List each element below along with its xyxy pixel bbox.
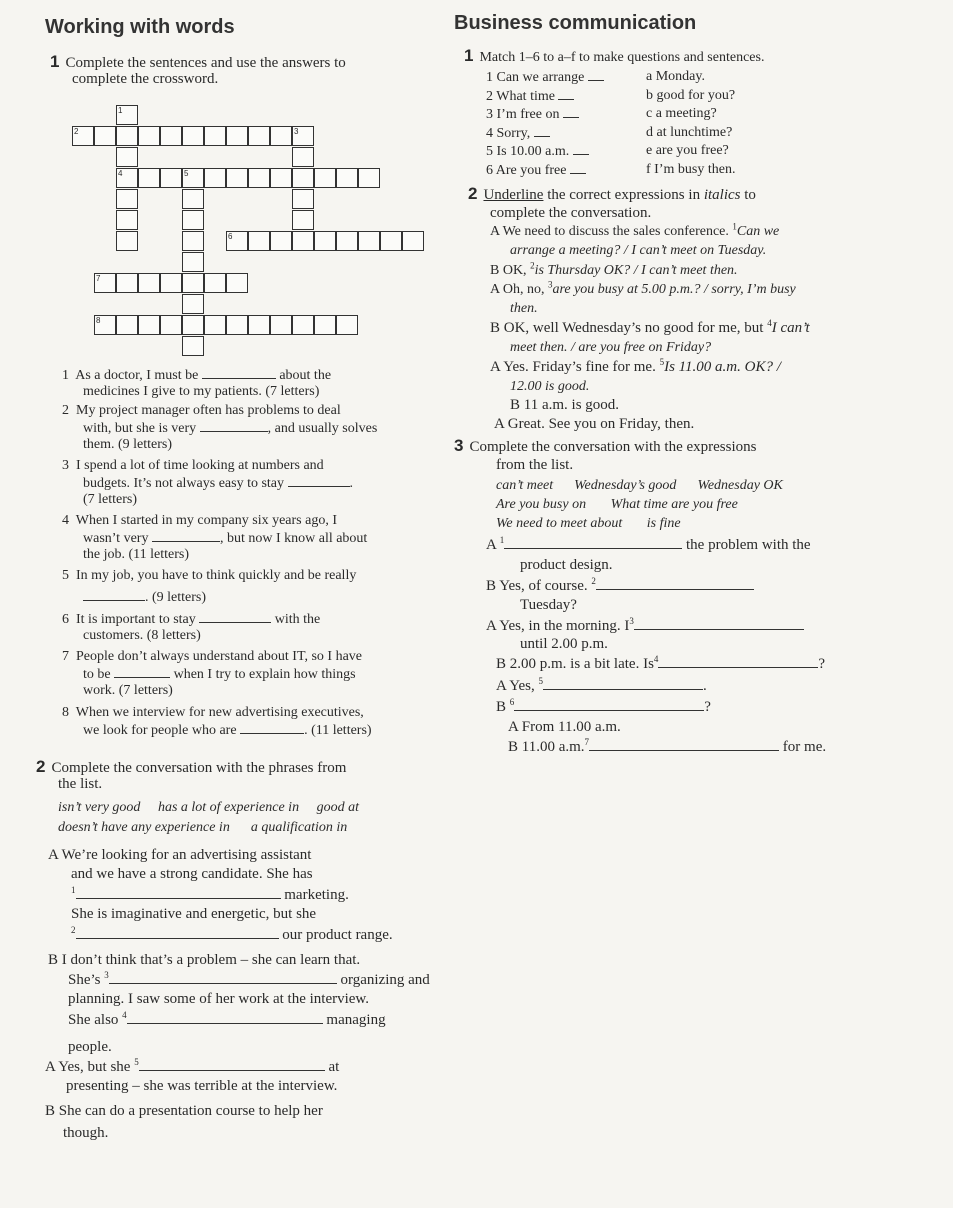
dialogue-text: . — [703, 678, 707, 694]
sentence-4-cont — [83, 529, 367, 547]
item-number: 8 — [62, 705, 69, 720]
answer-blank[interactable] — [109, 971, 337, 984]
sentence-text: I spend a lot of time looking at numbers and — [76, 458, 324, 473]
instruction-text: Complete the sentences and use the answers to — [65, 55, 346, 71]
expression-option: can’t meet — [496, 478, 554, 493]
crossword-cell[interactable] — [204, 315, 226, 335]
crossword-cell[interactable] — [116, 210, 138, 230]
sentence-text: , but now I know all about — [219, 531, 368, 546]
answer-letter: d — [646, 124, 657, 140]
blank-number: 4 — [122, 1010, 127, 1020]
dialogue-text: A Yes, — [496, 678, 535, 694]
sentence-text: . (11 letters) — [304, 723, 372, 738]
match-item — [486, 161, 586, 179]
answer-blank[interactable] — [658, 655, 818, 668]
dialogue-text: B 11.00 a.m. — [508, 739, 585, 755]
item-number: 7 — [62, 649, 69, 664]
blank-number: 6 — [509, 697, 515, 707]
dialogue-line[interactable]: 12.00 is good. — [510, 379, 590, 394]
blank-number: 5 — [659, 357, 665, 367]
dialogue-text: for me. — [782, 739, 827, 755]
phrase-option: isn’t very good — [58, 800, 141, 815]
expression-option: Wednesday’s good — [574, 478, 677, 493]
phrase-option: a qualification in — [250, 820, 348, 835]
exercise-2-instruction-cont: the list. — [58, 776, 103, 792]
dialogue-text: A — [486, 537, 497, 553]
answer-letter: c — [646, 106, 656, 121]
dialogue-text: B Yes, of course. — [486, 578, 588, 594]
dialogue-line: A We’re looking for an advertising assistant — [48, 847, 312, 863]
answer-blank[interactable] — [76, 926, 279, 939]
dialogue-line: B I don’t think that’s a problem – she can learn that. — [48, 952, 361, 968]
exercise-number: 2 — [468, 184, 478, 203]
crossword-cell[interactable] — [204, 273, 226, 293]
answer-blank[interactable] — [563, 105, 579, 118]
crossword-cell[interactable] — [292, 315, 314, 335]
crossword-cell[interactable] — [116, 273, 138, 293]
sentence-text: , and usually solves — [267, 421, 378, 436]
dialogue-line — [490, 262, 738, 279]
answer-blank[interactable] — [76, 886, 281, 899]
expression-option: is fine — [646, 516, 681, 531]
crossword-cell[interactable] — [270, 231, 292, 251]
exercise-3-instruction — [454, 436, 757, 457]
crossword-cell[interactable] — [116, 126, 138, 146]
answer-fragment: are you free? — [655, 143, 729, 158]
option-text[interactable]: Is 11.00 a.m. OK? / — [664, 359, 781, 375]
dialogue-text: A Oh, no, — [490, 282, 545, 297]
answer-letter: b — [646, 87, 657, 103]
sentence-5-cont — [83, 588, 206, 606]
answer-blank[interactable] — [588, 68, 604, 81]
crossword-cell[interactable] — [116, 189, 138, 209]
dialogue-text: managing — [326, 1012, 386, 1028]
sentence-text: As a doctor, I must be — [75, 368, 199, 383]
dialogue-text: our product range. — [282, 927, 393, 943]
answer-blank[interactable] — [634, 617, 804, 630]
sentence-text: When we interview for new advertising executives, — [75, 705, 364, 720]
exercise-2-instruction-cont: complete the conversation. — [490, 205, 652, 221]
dialogue-line: presenting – she was terrible at the interview. — [66, 1078, 338, 1094]
dialogue-line — [496, 655, 825, 673]
match-answer — [646, 105, 717, 122]
crossword-clue-number: 1 — [118, 106, 123, 115]
blank-number: 5 — [134, 1057, 139, 1067]
crossword-cell[interactable] — [138, 168, 160, 188]
dialogue-text: organizing and — [340, 972, 430, 988]
instruction-text: italics — [703, 187, 741, 203]
dialogue-text: the problem with the — [686, 537, 811, 553]
blank-number: 4 — [767, 318, 772, 328]
expression-option: Are you busy on — [496, 497, 587, 512]
question-fragment: Can we arrange — [496, 70, 588, 85]
item-number: 3 — [486, 107, 497, 122]
exercise-number: 1 — [50, 52, 60, 71]
crossword-cell[interactable] — [204, 126, 226, 146]
item-number: 1 — [486, 70, 497, 85]
item-number: 6 — [486, 162, 496, 178]
blank-number: 3 — [547, 279, 553, 290]
sentence-text: when I try to explain how things — [173, 667, 356, 682]
dialogue-line — [490, 320, 810, 337]
crossword-cell[interactable] — [358, 168, 380, 188]
dialogue-text: She also — [68, 1012, 119, 1028]
dialogue-line: Tuesday? — [520, 597, 577, 613]
sentence-text: It is important to stay — [76, 612, 196, 627]
crossword-cell[interactable] — [138, 126, 160, 146]
item-number: 6 — [62, 612, 69, 627]
answer-blank[interactable] — [152, 529, 220, 542]
dialogue-line — [508, 738, 826, 756]
crossword-cell[interactable] — [270, 168, 292, 188]
answer-blank[interactable] — [596, 577, 754, 590]
dialogue-text: A Yes. Friday’s fine for me. — [490, 359, 656, 375]
crossword-cell[interactable] — [292, 168, 314, 188]
answer-blank[interactable] — [543, 677, 703, 690]
answer-fragment: good for you? — [656, 87, 736, 103]
item-number: 1 — [62, 368, 69, 383]
crossword-cell[interactable] — [182, 231, 204, 251]
sentence-text: My project manager often has problems to deal — [76, 403, 341, 418]
match-answer — [646, 142, 729, 159]
dialogue-line — [496, 677, 707, 695]
dialogue-line[interactable]: arrange a meeting? / I can’t meet on Tuesday. — [510, 243, 767, 258]
dialogue-line — [486, 536, 811, 554]
expression-list-line-3 — [496, 515, 681, 532]
crossword-cell[interactable] — [160, 168, 182, 188]
answer-fragment: I’m busy then. — [654, 161, 736, 177]
dialogue-line — [45, 1058, 339, 1076]
option-text[interactable]: are you busy at 5.00 p.m.? / sorry, I’m busy — [552, 282, 796, 297]
phrase-list-line-1 — [58, 799, 359, 816]
section-title-business-communication: Business communication — [454, 12, 697, 34]
sentence-7-cont — [83, 665, 356, 683]
dialogue-line: B She can do a presentation course to help her — [45, 1103, 323, 1119]
dialogue-line[interactable]: then. — [510, 301, 538, 316]
dialogue-line: A From 11.00 a.m. — [508, 719, 621, 735]
dialogue-text: ? — [704, 699, 711, 715]
answer-blank[interactable] — [514, 698, 704, 711]
sentence-6-cont: customers. (8 letters) — [83, 628, 201, 643]
answer-blank[interactable] — [504, 536, 682, 549]
blank-number: 4 — [653, 654, 659, 664]
phrase-list-line-2 — [58, 819, 347, 836]
answer-blank[interactable] — [534, 124, 550, 137]
question-fragment: What time — [496, 88, 559, 104]
crossword-cell[interactable] — [182, 315, 204, 335]
expression-list-line-1 — [496, 477, 783, 494]
sentence-5 — [62, 567, 356, 584]
sentence-text: about the — [279, 368, 332, 383]
exercise-1-instruction-cont: complete the crossword. — [72, 71, 219, 87]
sentence-text: budgets. It’s not always easy to stay — [83, 476, 285, 491]
section-title-working-with-words: Working with words — [45, 16, 235, 38]
exercise-1-instruction — [464, 46, 764, 67]
crossword-cell[interactable] — [182, 189, 204, 209]
dialogue-text: ? — [818, 656, 826, 672]
crossword-cell[interactable] — [116, 147, 138, 167]
answer-blank[interactable] — [83, 588, 145, 601]
dialogue-text: A Yes, but she — [45, 1059, 131, 1075]
sentence-text: People don’t always understand about IT, so I have — [76, 649, 363, 664]
instruction-text: Match 1–6 to a–f to make questions and sentences. — [479, 50, 765, 65]
dialogue-line — [490, 281, 796, 298]
answer-blank[interactable] — [127, 1011, 323, 1024]
crossword-clue-number: 6 — [228, 232, 233, 241]
dialogue-line: A Great. See you on Friday, then. — [494, 416, 695, 432]
sentence-4-cont2: the job. (11 letters) — [83, 547, 190, 562]
dialogue-line — [68, 971, 430, 989]
sentence-2-cont — [83, 419, 377, 437]
item-number: 2 — [62, 403, 69, 418]
match-answer — [646, 87, 735, 104]
answer-fragment: a meeting? — [655, 106, 717, 121]
expression-option: We need to meet about — [496, 516, 623, 531]
exercise-2-instruction — [468, 184, 756, 205]
blank-number: 2 — [591, 576, 596, 586]
sentence-7 — [62, 648, 362, 665]
answer-blank[interactable] — [114, 665, 170, 678]
crossword-cell[interactable] — [314, 168, 336, 188]
sentence-text: When I started in my company six years ago, I — [75, 513, 338, 528]
crossword-cell[interactable] — [182, 126, 204, 146]
match-item — [486, 105, 579, 123]
dialogue-line[interactable]: meet then. / are you free on Friday? — [510, 340, 712, 355]
crossword-cell[interactable] — [380, 231, 402, 251]
blank-number: 5 — [538, 676, 544, 686]
instruction-text: Underline — [483, 187, 544, 203]
item-number: 5 — [486, 144, 497, 159]
crossword-cell[interactable] — [358, 231, 380, 251]
sentence-7-cont2: work. (7 letters) — [83, 683, 173, 698]
answer-blank[interactable] — [573, 142, 589, 155]
crossword-cell[interactable] — [248, 315, 270, 335]
crossword-cell[interactable] — [226, 126, 248, 146]
crossword-cell[interactable] — [182, 294, 204, 314]
crossword-clue-number: 2 — [74, 127, 79, 136]
match-item — [486, 87, 574, 105]
question-fragment: I’m free on — [496, 107, 563, 122]
sentence-6 — [62, 610, 320, 628]
sentence-1-cont: medicines I give to my patients. (7 letters) — [83, 384, 320, 399]
dialogue-line: and we have a strong candidate. She has — [71, 866, 313, 882]
expression-option: What time are you free — [610, 497, 738, 512]
option-text[interactable]: I can’t — [771, 320, 810, 336]
blank-number: 1 — [71, 885, 76, 895]
crossword-clue-number: 8 — [96, 316, 101, 325]
dialogue-text: at — [328, 1059, 340, 1075]
match-item — [486, 68, 604, 86]
answer-blank[interactable] — [200, 419, 268, 432]
question-fragment: Is 10.00 a.m. — [496, 144, 573, 159]
dialogue-line — [486, 577, 754, 595]
answer-fragment: at lunchtime? — [656, 124, 733, 140]
item-number: 2 — [486, 88, 497, 104]
crossword-cell[interactable] — [116, 231, 138, 251]
sentence-text: to be — [83, 667, 111, 682]
sentence-8 — [62, 704, 364, 721]
exercise-number: 2 — [36, 757, 46, 776]
crossword-cell[interactable] — [226, 273, 248, 293]
dialogue-text: A Yes, in the morning. I — [486, 618, 630, 634]
crossword-cell[interactable] — [226, 315, 248, 335]
item-number: 5 — [62, 568, 69, 583]
blank-number: 2 — [71, 925, 76, 935]
crossword-cell[interactable] — [336, 168, 358, 188]
crossword-cell[interactable] — [292, 189, 314, 209]
dialogue-line — [490, 359, 781, 376]
crossword-clue-number: 3 — [294, 127, 299, 136]
expression-option: Wednesday OK — [697, 478, 783, 493]
crossword-cell[interactable] — [336, 315, 358, 335]
crossword-cell[interactable] — [160, 273, 182, 293]
dialogue-line — [486, 617, 804, 635]
sentence-3 — [62, 457, 324, 474]
crossword-cell[interactable] — [182, 252, 204, 272]
answer-blank[interactable] — [570, 161, 586, 174]
dialogue-text: A We need to discuss the sales conference. — [490, 224, 729, 239]
answer-letter: f — [646, 161, 655, 177]
answer-letter: e — [646, 143, 656, 158]
sentence-text: with the — [274, 612, 321, 627]
crossword-cell[interactable] — [160, 126, 182, 146]
crossword-cell[interactable] — [248, 231, 270, 251]
answer-blank[interactable] — [199, 610, 271, 623]
crossword-clue-number: 7 — [96, 274, 101, 283]
dialogue-line: B 11 a.m. is good. — [510, 397, 620, 413]
dialogue-line: though. — [63, 1125, 109, 1141]
crossword-cell[interactable] — [204, 168, 226, 188]
item-number: 4 — [486, 125, 497, 141]
blank-number: 2 — [530, 260, 535, 271]
crossword-cell[interactable] — [226, 168, 248, 188]
crossword-clue-number: 4 — [118, 169, 123, 178]
answer-blank[interactable] — [240, 721, 304, 734]
dialogue-line: She is imaginative and energetic, but she — [71, 906, 317, 922]
crossword-cell[interactable] — [138, 273, 160, 293]
exercise-number: 3 — [454, 436, 464, 455]
dialogue-text: B OK, well Wednesday’s no good for me, but — [490, 320, 764, 336]
question-fragment: Sorry, — [496, 125, 534, 141]
phrase-option: doesn’t have any experience in — [58, 820, 230, 835]
sentence-8-cont — [83, 721, 372, 739]
blank-number: 1 — [732, 221, 737, 232]
dialogue-text: B 2.00 p.m. is a bit late. Is — [496, 656, 654, 672]
instruction-text: Complete the conversation with the phrases from — [51, 760, 347, 776]
crossword-cell[interactable] — [160, 315, 182, 335]
crossword-cell[interactable] — [138, 315, 160, 335]
crossword-cell[interactable] — [314, 315, 336, 335]
match-answer — [646, 161, 735, 178]
instruction-text: to — [744, 187, 756, 203]
exercise-3-instruction-cont: from the list. — [496, 457, 574, 473]
match-item — [486, 142, 589, 160]
crossword-cell[interactable] — [182, 210, 204, 230]
dialogue-text: B — [496, 699, 507, 715]
sentence-text: In my job, you have to think quickly and be really — [76, 568, 357, 583]
sentence-text: we look for people who are — [83, 723, 237, 738]
dialogue-line: people. — [68, 1039, 112, 1055]
item-number: 3 — [62, 458, 69, 473]
dialogue-text: marketing. — [284, 887, 349, 903]
crossword-cell[interactable] — [314, 231, 336, 251]
crossword-cell[interactable] — [248, 168, 270, 188]
crossword-cell[interactable] — [292, 210, 314, 230]
crossword-cell[interactable] — [94, 126, 116, 146]
sentence-1 — [62, 366, 331, 384]
crossword-cell[interactable] — [182, 336, 204, 356]
crossword-cell[interactable] — [402, 231, 424, 251]
blank-number: 3 — [104, 970, 109, 980]
sentence-text: with, but she is very — [83, 421, 197, 436]
blank-number: 3 — [629, 616, 634, 626]
phrase-option: has a lot of experience in — [157, 800, 300, 815]
answer-blank[interactable] — [589, 738, 779, 751]
crossword-cell[interactable] — [270, 315, 292, 335]
option-text[interactable]: is Thursday OK? / I can’t meet then. — [534, 263, 738, 278]
sentence-text: . (9 letters) — [145, 590, 207, 605]
dialogue-line — [71, 886, 349, 904]
sentence-2 — [62, 402, 341, 419]
sentence-3-cont2: (7 letters) — [83, 492, 138, 507]
match-answer — [646, 124, 732, 141]
crossword-cell[interactable] — [116, 315, 138, 335]
blank-number: 1 — [499, 535, 505, 545]
question-fragment: Are you free — [495, 162, 570, 178]
crossword-cell[interactable] — [248, 126, 270, 146]
answer-blank[interactable] — [558, 87, 574, 100]
instruction-text: the correct expressions in — [547, 187, 701, 203]
dialogue-line: planning. I saw some of her work at the interview. — [68, 991, 370, 1007]
sentence-4 — [62, 512, 337, 529]
expression-list-line-2 — [496, 496, 738, 513]
dialogue-text: B OK, — [490, 263, 527, 278]
answer-fragment: Monday. — [655, 69, 705, 84]
item-number: 4 — [62, 513, 69, 528]
dialogue-line — [71, 926, 393, 944]
crossword-clue-number: 5 — [184, 169, 189, 178]
answer-blank[interactable] — [288, 474, 350, 487]
crossword-cell[interactable] — [292, 231, 314, 251]
dialogue-line — [68, 1011, 386, 1029]
blank-number: 7 — [584, 737, 590, 747]
dialogue-line — [496, 698, 711, 716]
option-text[interactable]: Can we — [736, 224, 780, 239]
crossword-cell[interactable] — [182, 273, 204, 293]
crossword-cell[interactable] — [270, 126, 292, 146]
answer-letter: a — [646, 69, 656, 84]
dialogue-line: until 2.00 p.m. — [520, 636, 608, 652]
crossword-cell[interactable] — [336, 231, 358, 251]
dialogue-line — [490, 223, 779, 240]
crossword-cell[interactable] — [292, 147, 314, 167]
sentence-2-cont2: them. (9 letters) — [83, 437, 173, 452]
match-item — [486, 124, 550, 142]
answer-blank[interactable] — [139, 1058, 325, 1071]
phrase-option: good at — [316, 800, 359, 815]
instruction-text: Complete the conversation with the expressions — [469, 439, 757, 455]
answer-blank[interactable] — [202, 366, 276, 379]
dialogue-text: She’s — [68, 972, 101, 988]
exercise-number: 1 — [464, 46, 474, 65]
sentence-3-cont — [83, 474, 353, 492]
dialogue-line: product design. — [520, 557, 613, 573]
match-answer — [646, 68, 705, 85]
sentence-text: wasn’t very — [83, 531, 149, 546]
sentence-text: . — [349, 476, 354, 491]
